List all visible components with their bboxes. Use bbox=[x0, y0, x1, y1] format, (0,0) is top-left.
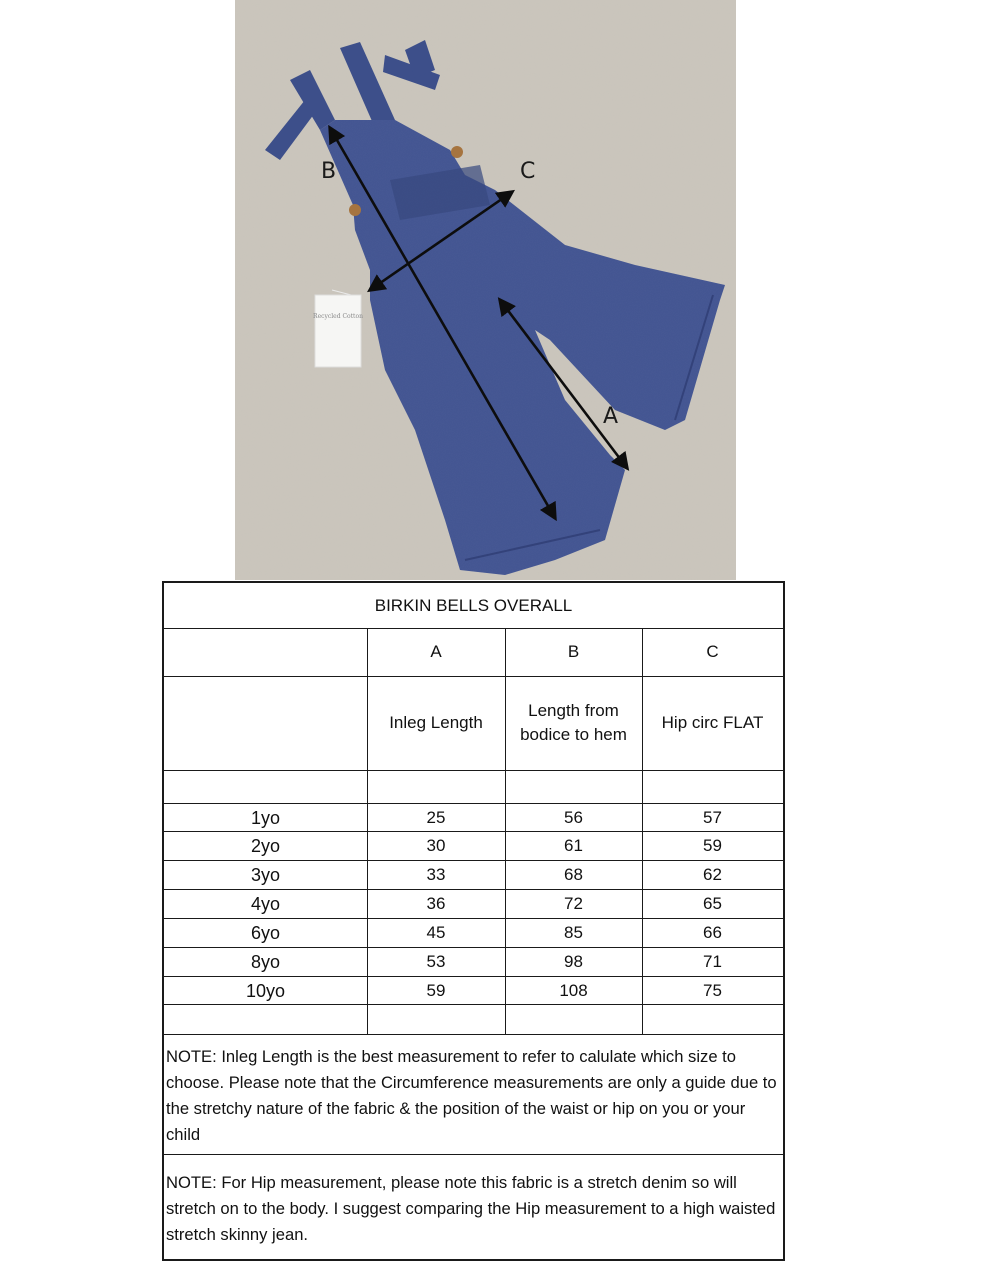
column-letter-c: C bbox=[706, 642, 719, 661]
inleg-cell: 30 bbox=[426, 836, 446, 855]
inleg-cell: 36 bbox=[426, 894, 446, 913]
bodice-length-cell: 61 bbox=[564, 836, 583, 855]
note-inleg: NOTE: Inleg Length is the best measurement to refer to calulate which size to choose. Please note that the Circumference measurements are only a guide due to the stretchy nature of the fabric & the position of the waist or hip on you or your child bbox=[166, 1047, 777, 1144]
size-chart-table bbox=[162, 581, 785, 1261]
inleg-cell: 53 bbox=[426, 952, 446, 971]
hip-cell: 71 bbox=[703, 952, 722, 971]
column-label-bodice-length: Length from bodice to hem bbox=[520, 701, 627, 744]
tag-text: Recycled Cotton bbox=[313, 313, 363, 320]
hip-cell: 62 bbox=[703, 865, 722, 884]
bodice-length-cell: 68 bbox=[564, 865, 583, 884]
note-hip: NOTE: For Hip measurement, please note this fabric is a stretch denim so will stretch on to the body. I suggest comparing the Hip measurement to a high waisted stretch skinny jean. bbox=[166, 1173, 776, 1244]
column-label-inleg: Inleg Length bbox=[389, 713, 483, 732]
column-label-hip: Hip circ FLAT bbox=[661, 713, 764, 732]
table-title: BIRKIN BELLS OVERALL bbox=[374, 595, 573, 615]
label-b: B bbox=[321, 159, 337, 184]
bodice-length-cell: 85 bbox=[564, 923, 583, 942]
column-letter-a: A bbox=[430, 642, 442, 661]
product-photo bbox=[235, 0, 736, 580]
hip-cell: 75 bbox=[703, 981, 722, 1000]
size-cell: 8yo bbox=[250, 952, 281, 972]
size-cell: 2yo bbox=[250, 836, 281, 856]
label-a: A bbox=[603, 404, 619, 429]
size-cell: 10yo bbox=[245, 981, 286, 1001]
bodice-length-cell: 108 bbox=[559, 981, 588, 1000]
column-letter-b: B bbox=[567, 642, 580, 661]
button-icon bbox=[349, 204, 361, 216]
inleg-cell: 45 bbox=[426, 923, 446, 942]
button-icon bbox=[451, 146, 463, 158]
bodice-length-cell: 98 bbox=[564, 952, 583, 971]
inleg-cell: 33 bbox=[426, 865, 446, 884]
bodice-length-cell: 56 bbox=[564, 808, 583, 827]
label-c: C bbox=[520, 159, 536, 184]
size-cell: 3yo bbox=[250, 865, 281, 885]
hip-cell: 66 bbox=[703, 923, 722, 942]
inleg-cell: 59 bbox=[426, 981, 446, 1000]
size-cell: 4yo bbox=[250, 894, 281, 914]
hip-cell: 57 bbox=[703, 808, 722, 827]
bodice-length-cell: 72 bbox=[564, 894, 583, 913]
size-cell: 1yo bbox=[250, 808, 281, 828]
overall-illustration bbox=[235, 0, 736, 580]
hip-cell: 65 bbox=[703, 894, 722, 913]
hang-tag bbox=[313, 290, 363, 367]
hip-cell: 59 bbox=[703, 836, 722, 855]
inleg-cell: 25 bbox=[426, 808, 446, 827]
size-cell: 6yo bbox=[250, 923, 281, 943]
